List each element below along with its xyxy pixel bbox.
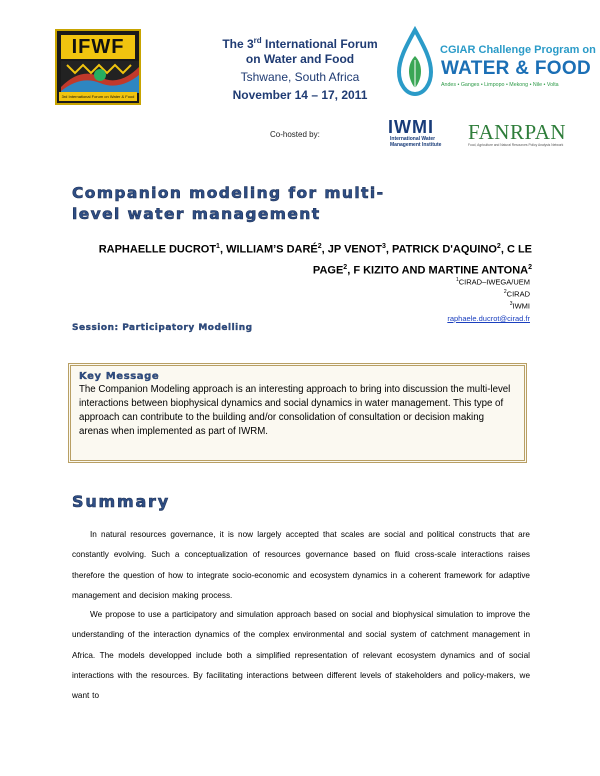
forum-title-sup: rd [253,36,262,45]
water-drop-leaf-icon [393,26,437,100]
affiliation-2 [400,289,530,299]
ifwf-caption: 3rd International Forum on Water & Food [59,92,137,101]
cgiar-water-food: WATER & FOOD [441,58,591,79]
author-name: PATRICK D'AQUINO [392,243,497,256]
author-affiliation-sup: 2 [317,243,322,250]
session-label: Session: Participatory Modelling [72,323,253,333]
forum-location: Tshwane, South Africa [240,70,360,84]
key-message-box [68,363,527,463]
author-list: RAPHAELLE DUCROT$^1$, WILLIAM’S DARÉ$^2$, JP VENOT$^3$, PATRICK D'AQUINO$^2$, C LE PAGE$^2$, F KIZITO AND MARTINE ANTONA$^2$ [98,243,532,277]
fanrpan-logo: FANRPAN [468,120,567,144]
summary-paragraph-2: We propose to use a participatory and simulation approach based on social and biophysical simulation to improve the understanding of the interaction dynamics of the complex environmental and social system of catchment management in Africa. The models developped include both a simplified representation of relevant ecosystem dynamics and of social interactions with the resources. By facilitating interactions between different levels of stakeholders and policy-makers, we want to [72,610,530,701]
iwmi-logo: IWMI [388,117,434,137]
author-name: WILLIAM’S DARÉ [226,243,318,256]
affiliation-2-sup: 2 [503,289,507,295]
key-message-heading: Key Message [79,371,160,382]
affiliation-3-sup: 3 [509,301,513,307]
fanrpan-subtitle: Food, Agriculture and Natural Resources Policy Analysis Network [468,143,564,147]
ifwf-acronym: IFWF [61,35,135,59]
affiliation-1 [400,277,530,287]
forum-title-prefix: The 3 [222,37,254,51]
iwmi-subtitle: International Water Management Institute [390,136,442,148]
cgiar-program-name: CGIAR Challenge Program on [440,44,596,56]
author-affiliation-sup: 2 [343,263,348,271]
forum-dates: November 14 – 17, 2011 [232,88,368,102]
author-affiliation-sup: 1 [216,243,220,250]
paper-title: Companion modeling for multi-level water management [72,184,385,223]
author-name: RAPHAELLE DUCROT [98,243,217,256]
affiliation-3-text: IWMI [512,301,530,311]
author-affiliation-sup: 2 [528,263,532,271]
affiliation-2-text: CIRAD [506,289,530,299]
contact-email-link[interactable]: raphaele.ducrot@cirad.fr [447,314,530,323]
cohosted-label: Co-hosted by: [270,130,320,139]
ifwf-logo [55,29,141,105]
affiliation-3 [400,301,530,311]
key-message-text: The Companion Modeling approach is an interesting approach to bring into discussion the multi-level interactions between biophysical dynamics and social dynamics in water management. This type of approach can contribute to the building and/or consolidation of consultation or decision making arenas when implemented as part of IWRM. [79,384,511,437]
author-name: C LE PAGE [312,243,532,277]
forum-title-line1 [200,36,400,51]
summary-heading: Summary [72,492,170,511]
cgiar-rivers: Andes • Ganges • Limpopo • Mekong • Nile • Volta [441,82,559,88]
forum-title-suffix: International Forum [261,37,378,51]
summary-paragraph-1: In natural resources governance, it is now largely accepted that scales are social and political constructs that are constantly evolving. Such a conceptualization of resources governance based on fluid cross-scale interactions raises therefore the question of how to integrate socio-economic and ecosystem dynamics in a coherent framework for adaptive management and decision making process. [72,530,530,600]
affiliation-1-sup: 1 [455,277,459,283]
affiliation-1-text: CIRAD–IWEGA/UEM [458,277,530,287]
author-affiliation-sup: 3 [382,243,386,250]
forum-title-line2: on Water and Food [245,52,355,66]
author-name: JP VENOT [327,243,382,256]
ifwf-logo-art-icon [61,61,139,93]
author-affiliation-sup: 2 [496,243,501,250]
author-name: F KIZITO AND MARTINE ANTONA [353,264,529,277]
